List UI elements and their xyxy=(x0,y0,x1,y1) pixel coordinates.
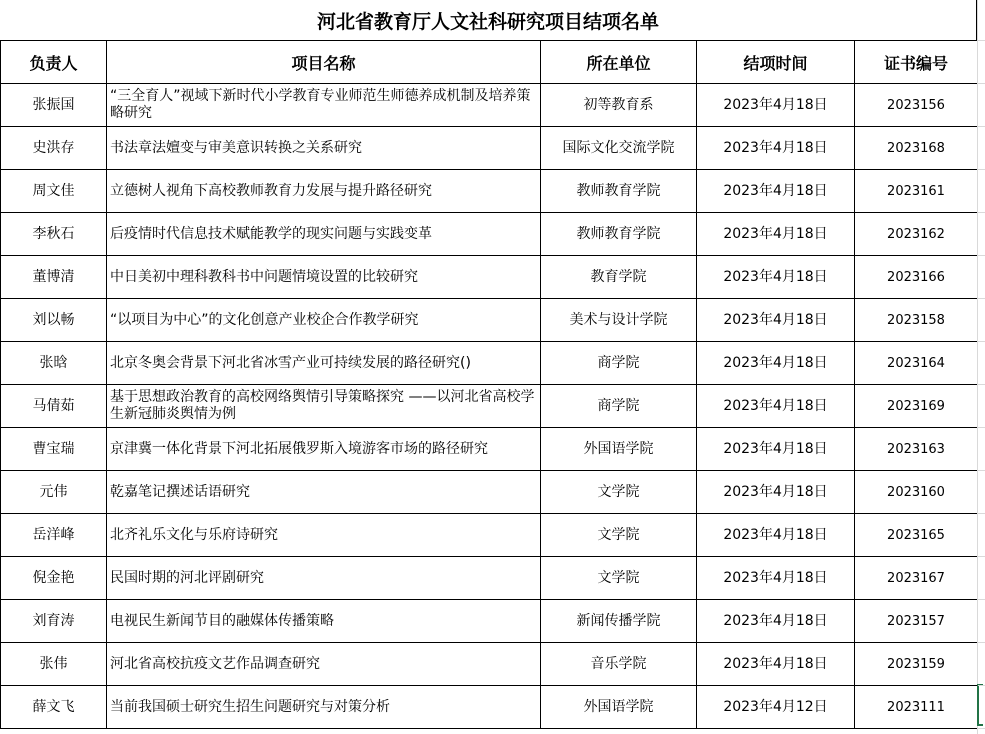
cell-project[interactable]: 书法章法嬗变与审美意识转换之关系研究 xyxy=(107,127,541,170)
cell-unit[interactable]: 商学院 xyxy=(541,342,697,385)
gridline xyxy=(978,255,985,256)
table-row xyxy=(1,256,978,299)
cell-cert[interactable]: 2023111 xyxy=(855,686,978,729)
table-body xyxy=(1,84,978,729)
cell-project[interactable]: 北齐礼乐文化与乐府诗研究 xyxy=(107,514,541,557)
cell-leader[interactable]: 曹宝瑞 xyxy=(1,428,107,471)
cell-date[interactable]: 2023年4月18日 xyxy=(697,299,855,342)
cell-cert[interactable]: 2023157 xyxy=(855,600,978,643)
cell-cert[interactable]: 2023156 xyxy=(855,84,978,127)
gridline xyxy=(978,427,985,428)
cell-cert[interactable]: 2023166 xyxy=(855,256,978,299)
cell-date[interactable]: 2023年4月18日 xyxy=(697,514,855,557)
cell-unit[interactable]: 音乐学院 xyxy=(541,643,697,686)
table-row xyxy=(1,600,978,643)
header-row xyxy=(1,41,978,84)
cell-cert[interactable]: 2023169 xyxy=(855,385,978,428)
cell-cert[interactable]: 2023162 xyxy=(855,213,978,256)
cell-project[interactable]: “以项目为中心”的文化创意产业校企合作教学研究 xyxy=(107,299,541,342)
cell-project[interactable]: “三全育人”视域下新时代小学教育专业师范生师德养成机制及培养策略研究 xyxy=(107,84,541,127)
cell-leader[interactable]: 张伟 xyxy=(1,643,107,686)
cell-leader[interactable]: 周文佳 xyxy=(1,170,107,213)
cell-date[interactable]: 2023年4月18日 xyxy=(697,600,855,643)
cell-leader[interactable]: 董博清 xyxy=(1,256,107,299)
cell-cert[interactable]: 2023160 xyxy=(855,471,978,514)
table-row xyxy=(1,342,978,385)
cell-cert[interactable]: 2023165 xyxy=(855,514,978,557)
header-leader[interactable]: 负责人 xyxy=(1,41,107,84)
table-row xyxy=(1,428,978,471)
cell-cert[interactable]: 2023161 xyxy=(855,170,978,213)
cell-date[interactable]: 2023年4月18日 xyxy=(697,342,855,385)
gridline xyxy=(978,384,985,385)
cell-cert[interactable]: 2023158 xyxy=(855,299,978,342)
cell-cert[interactable]: 2023168 xyxy=(855,127,978,170)
header-cert[interactable]: 证书编号 xyxy=(855,41,978,84)
cell-unit[interactable]: 初等教育系 xyxy=(541,84,697,127)
cell-cert[interactable]: 2023167 xyxy=(855,557,978,600)
cell-date[interactable]: 2023年4月18日 xyxy=(697,127,855,170)
cell-unit[interactable]: 文学院 xyxy=(541,514,697,557)
gridline xyxy=(978,298,985,299)
table-row xyxy=(1,557,978,600)
cell-unit[interactable]: 教师教育学院 xyxy=(541,170,697,213)
cell-cert[interactable]: 2023159 xyxy=(855,643,978,686)
gridline xyxy=(978,728,985,729)
cell-project[interactable]: 乾嘉笔记撰述话语研究 xyxy=(107,471,541,514)
cell-date[interactable]: 2023年4月18日 xyxy=(697,471,855,514)
cell-project[interactable]: 当前我国硕士研究生招生问题研究与对策分析 xyxy=(107,686,541,729)
cell-unit[interactable]: 教师教育学院 xyxy=(541,213,697,256)
header-date[interactable]: 结项时间 xyxy=(697,41,855,84)
gridline xyxy=(978,341,985,342)
cell-unit[interactable]: 文学院 xyxy=(541,471,697,514)
table-row xyxy=(1,686,978,729)
gridline xyxy=(978,642,985,643)
cell-project[interactable]: 民国时期的河北评剧研究 xyxy=(107,557,541,600)
cell-leader[interactable]: 刘育涛 xyxy=(1,600,107,643)
selected-cell-border xyxy=(977,684,983,726)
cell-project[interactable]: 北京冬奥会背景下河北省冰雪产业可持续发展的路径研究() xyxy=(107,342,541,385)
cell-leader[interactable]: 薛文飞 xyxy=(1,686,107,729)
cell-project[interactable]: 京津冀一体化背景下河北拓展俄罗斯入境游客市场的路径研究 xyxy=(107,428,541,471)
cell-project[interactable]: 电视民生新闻节目的融媒体传播策略 xyxy=(107,600,541,643)
gridline xyxy=(978,599,985,600)
header-project[interactable]: 项目名称 xyxy=(107,41,541,84)
table-row xyxy=(1,643,978,686)
gridline xyxy=(978,126,985,127)
cell-project[interactable]: 基于思想政治教育的高校网络舆情引导策略探究 ——以河北省高校学生新冠肺炎舆情为例 xyxy=(107,385,541,428)
cell-project[interactable]: 中日美初中理科教科书中问题情境设置的比较研究 xyxy=(107,256,541,299)
cell-date[interactable]: 2023年4月18日 xyxy=(697,428,855,471)
table-row xyxy=(1,127,978,170)
cell-date[interactable]: 2023年4月18日 xyxy=(697,256,855,299)
table-row xyxy=(1,299,978,342)
gridline xyxy=(978,470,985,471)
sheet-title[interactable]: 河北省教育厅人文社科研究项目结项名单 xyxy=(0,0,977,40)
header-unit[interactable]: 所在单位 xyxy=(541,41,697,84)
table-row xyxy=(1,84,978,127)
table-row xyxy=(1,514,978,557)
cell-unit[interactable]: 外国语学院 xyxy=(541,428,697,471)
gridline xyxy=(978,212,985,213)
cell-date[interactable]: 2023年4月12日 xyxy=(697,686,855,729)
cell-project[interactable]: 立德树人视角下高校教师教育力发展与提升路径研究 xyxy=(107,170,541,213)
table-row xyxy=(1,170,978,213)
gridline xyxy=(978,556,985,557)
cell-unit[interactable]: 美术与设计学院 xyxy=(541,299,697,342)
cell-unit[interactable]: 国际文化交流学院 xyxy=(541,127,697,170)
cell-leader[interactable]: 张晗 xyxy=(1,342,107,385)
cell-cert[interactable]: 2023163 xyxy=(855,428,978,471)
cell-project[interactable]: 后疫情时代信息技术赋能教学的现实问题与实践变革 xyxy=(107,213,541,256)
gridline xyxy=(978,169,985,170)
cell-cert[interactable]: 2023164 xyxy=(855,342,978,385)
cell-leader[interactable]: 李秋石 xyxy=(1,213,107,256)
cell-leader[interactable]: 马倩茹 xyxy=(1,385,107,428)
gridline xyxy=(978,685,985,686)
cell-leader[interactable]: 史洪存 xyxy=(1,127,107,170)
gridline xyxy=(978,513,985,514)
cell-leader[interactable]: 张振国 xyxy=(1,84,107,127)
table-row xyxy=(1,213,978,256)
cell-leader[interactable]: 岳洋峰 xyxy=(1,514,107,557)
project-table xyxy=(0,40,978,729)
table-row xyxy=(1,471,978,514)
cell-leader[interactable]: 元伟 xyxy=(1,471,107,514)
cell-unit[interactable]: 文学院 xyxy=(541,557,697,600)
cell-leader[interactable]: 刘以畅 xyxy=(1,299,107,342)
gridline xyxy=(978,83,985,84)
cell-date[interactable]: 2023年4月18日 xyxy=(697,643,855,686)
cell-unit[interactable]: 外国语学院 xyxy=(541,686,697,729)
cell-date[interactable]: 2023年4月18日 xyxy=(697,170,855,213)
cell-date[interactable]: 2023年4月18日 xyxy=(697,557,855,600)
cell-unit[interactable]: 新闻传播学院 xyxy=(541,600,697,643)
cell-date[interactable]: 2023年4月18日 xyxy=(697,213,855,256)
cell-unit[interactable]: 教育学院 xyxy=(541,256,697,299)
cell-date[interactable]: 2023年4月18日 xyxy=(697,385,855,428)
gridline xyxy=(978,40,985,41)
cell-date[interactable]: 2023年4月18日 xyxy=(697,84,855,127)
cell-project[interactable]: 河北省高校抗疫文艺作品调查研究 xyxy=(107,643,541,686)
cell-unit[interactable]: 商学院 xyxy=(541,385,697,428)
next-column-edge xyxy=(977,0,985,734)
cell-leader[interactable]: 倪金艳 xyxy=(1,557,107,600)
table-row xyxy=(1,385,978,428)
